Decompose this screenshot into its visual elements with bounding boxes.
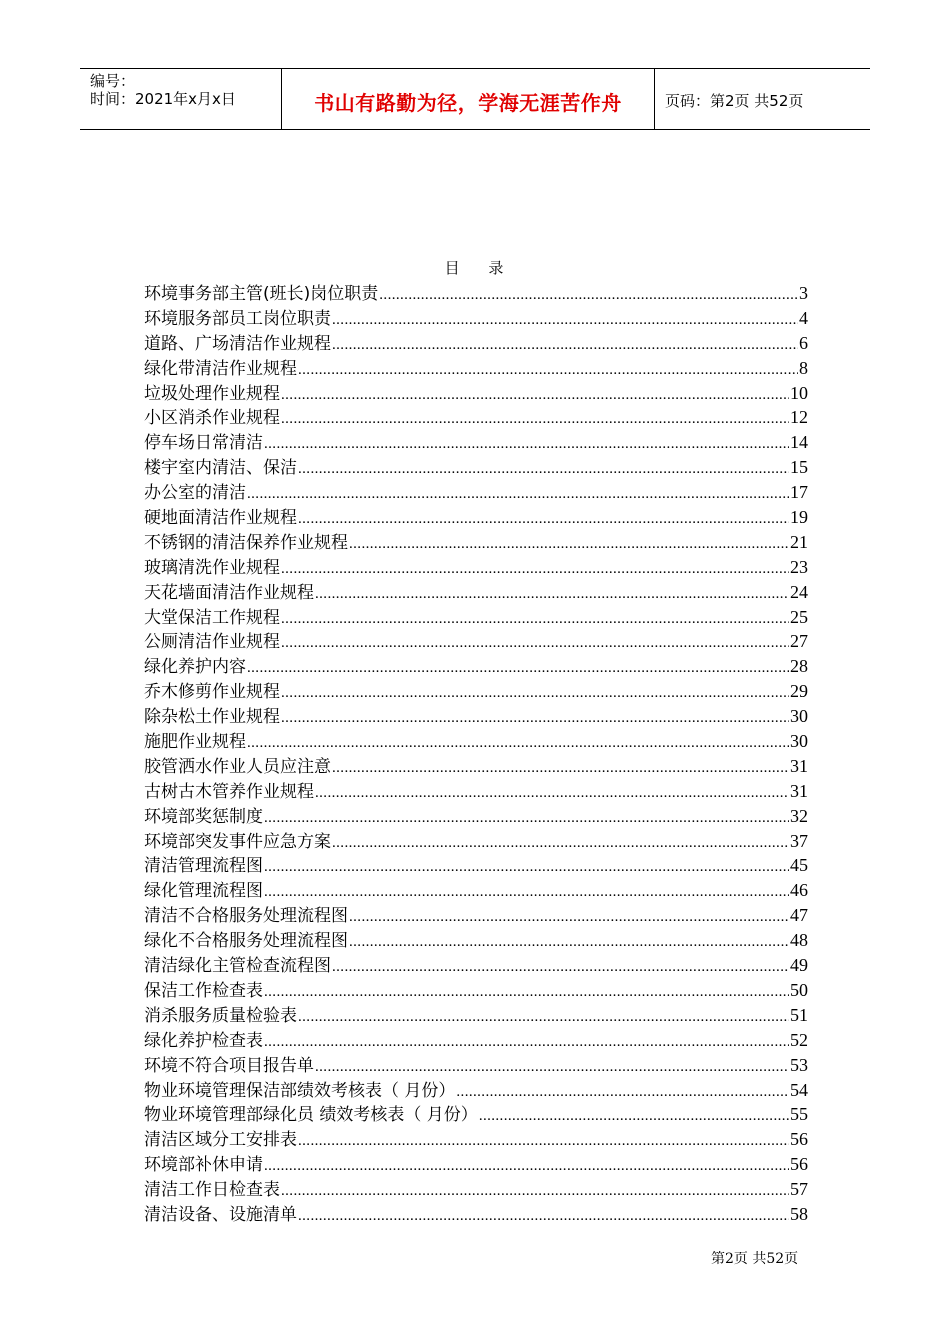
toc-dot-leader (298, 507, 789, 532)
doc-number-label: 编号： (90, 72, 136, 90)
toc-dot-leader (281, 706, 789, 731)
toc-entry[interactable] (144, 1177, 808, 1202)
toc-entry-page: 37 (790, 830, 808, 851)
toc-entry[interactable] (144, 654, 808, 679)
table-of-contents (144, 281, 808, 1227)
toc-entry-title: 保洁工作检查表 (144, 980, 263, 1001)
toc-entry[interactable] (144, 1003, 808, 1028)
toc-entry[interactable] (144, 381, 808, 406)
toc-entry-page: 32 (790, 805, 808, 826)
toc-entry[interactable] (144, 829, 808, 854)
toc-entry-title: 清洁设备、设施清单 (144, 1204, 297, 1225)
toc-entry-page: 10 (790, 382, 808, 403)
toc-entry[interactable] (144, 978, 808, 1003)
toc-dot-leader (298, 358, 798, 383)
toc-entry-title: 垃圾处理作业规程 (144, 383, 280, 404)
toc-dot-leader (315, 1055, 789, 1080)
toc-entry[interactable] (144, 903, 808, 928)
toc-entry-title: 清洁工作日检查表 (144, 1180, 280, 1201)
toc-entry-page: 6 (799, 332, 808, 353)
toc-entry-page: 50 (790, 979, 808, 1000)
toc-entry[interactable] (144, 1028, 808, 1053)
toc-entry-page: 3 (799, 283, 808, 303)
toc-entry-title: 楼宇室内清洁、保洁 (144, 458, 297, 479)
toc-entry-title: 除杂松土作业规程 (144, 707, 280, 728)
toc-entry-page: 55 (790, 1104, 808, 1125)
toc-entry-page: 31 (790, 755, 808, 776)
toc-entry-title: 硬地面清洁作业规程 (144, 508, 297, 529)
toc-entry-page: 15 (790, 457, 808, 478)
toc-entry-page: 46 (790, 880, 808, 901)
toc-entry[interactable] (144, 306, 808, 331)
toc-entry-page: 58 (790, 1203, 808, 1224)
motto-text: 书山有路勤为径，学海无涯苦作舟 (314, 91, 622, 115)
toc-entry[interactable] (144, 629, 808, 654)
toc-entry[interactable] (144, 455, 808, 480)
toc-entry-title: 公厕清洁作业规程 (144, 632, 280, 653)
toc-dot-leader (479, 1104, 789, 1129)
toc-dot-leader (456, 1080, 789, 1105)
header-page-cell (655, 69, 870, 129)
toc-dot-leader (281, 407, 789, 432)
toc-entry-page: 31 (790, 780, 808, 801)
toc-dot-leader (298, 457, 789, 482)
toc-entry-page: 25 (790, 606, 808, 627)
toc-entry-page: 48 (790, 930, 808, 951)
toc-entry-title: 古树古木管养作业规程 (144, 781, 314, 802)
toc-dot-leader (247, 731, 789, 756)
toc-entry-page: 49 (790, 955, 808, 976)
toc-entry-page: 28 (790, 656, 808, 677)
toc-entry[interactable] (144, 704, 808, 729)
page-header (80, 68, 870, 130)
toc-entry-page: 57 (790, 1179, 808, 1200)
toc-dot-leader (264, 880, 789, 905)
toc-entry[interactable] (144, 580, 808, 605)
toc-entry-page: 30 (790, 706, 808, 727)
toc-entry-title: 清洁管理流程图 (144, 856, 263, 877)
toc-dot-leader (298, 1129, 789, 1154)
toc-entry[interactable] (144, 1152, 808, 1177)
toc-entry[interactable] (144, 331, 808, 356)
toc-entry-page: 24 (790, 581, 808, 602)
toc-title: 目 录 (444, 259, 516, 277)
toc-entry-page: 8 (799, 357, 808, 378)
toc-entry-page: 29 (790, 681, 808, 702)
toc-dot-leader (298, 1204, 789, 1229)
toc-dot-leader (247, 656, 789, 681)
toc-entry[interactable] (144, 430, 808, 455)
toc-entry[interactable] (144, 1053, 808, 1078)
toc-entry[interactable] (144, 1127, 808, 1152)
toc-dot-leader (281, 383, 789, 408)
toc-entry-page: 56 (790, 1154, 808, 1175)
toc-entry-page: 47 (790, 905, 808, 926)
toc-entry[interactable] (144, 530, 808, 555)
date-label: 时间：2021年x月x日 (90, 90, 236, 108)
toc-dot-leader (315, 781, 789, 806)
page-footer: 第2页 共52页 (711, 1251, 799, 1267)
toc-entry-title: 环境事务部主管(班长)岗位职责 (144, 284, 379, 304)
toc-entry-title: 清洁不合格服务处理流程图 (144, 906, 348, 927)
toc-dot-leader (332, 955, 789, 980)
toc-entry[interactable] (144, 480, 808, 505)
toc-entry-title: 绿化管理流程图 (144, 881, 263, 902)
toc-entry-page: 12 (790, 407, 808, 428)
toc-entry[interactable] (144, 928, 808, 953)
toc-entry-title: 环境部突发事件应急方案 (144, 831, 331, 852)
toc-entry[interactable] (144, 804, 808, 829)
toc-dot-leader (281, 631, 789, 656)
toc-entry[interactable] (144, 281, 808, 306)
toc-entry-page: 56 (790, 1129, 808, 1150)
toc-entry-title: 环境不符合项目报告单 (144, 1055, 314, 1076)
toc-entry[interactable] (144, 505, 808, 530)
toc-dot-leader (281, 1179, 789, 1204)
toc-entry-title: 清洁区域分工安排表 (144, 1130, 297, 1151)
toc-dot-leader (264, 980, 789, 1005)
header-page-label: 页码：第2页 共52页 (665, 92, 804, 110)
toc-entry-title: 不锈钢的清洁保养作业规程 (144, 532, 348, 553)
toc-entry-title: 玻璃清洗作业规程 (144, 557, 280, 578)
toc-entry-title: 小区消杀作业规程 (144, 408, 280, 429)
toc-dot-leader (247, 482, 789, 507)
toc-entry[interactable] (144, 878, 808, 903)
toc-entry-title: 清洁绿化主管检查流程图 (144, 956, 331, 977)
toc-dot-leader (349, 930, 789, 955)
toc-dot-leader (264, 1154, 789, 1179)
toc-dot-leader (332, 333, 798, 358)
toc-dot-leader (298, 1005, 789, 1030)
toc-entry-page: 30 (790, 731, 808, 752)
toc-entry[interactable] (144, 555, 808, 580)
toc-entry[interactable] (144, 1078, 808, 1103)
toc-entry-title: 环境服务部员工岗位职责 (144, 308, 331, 329)
toc-dot-leader (281, 557, 789, 582)
toc-entry-title: 物业环境管理保洁部绩效考核表（ 月份） (144, 1080, 456, 1101)
toc-entry-page: 51 (790, 1004, 808, 1025)
toc-dot-leader (315, 582, 789, 607)
toc-entry-title: 绿化带清洁作业规程 (144, 358, 297, 379)
toc-entry[interactable] (144, 405, 808, 430)
toc-entry-title: 消杀服务质量检验表 (144, 1005, 297, 1026)
toc-entry-title: 绿化不合格服务处理流程图 (144, 931, 348, 952)
toc-entry[interactable] (144, 779, 808, 804)
toc-entry[interactable] (144, 729, 808, 754)
header-info-cell (80, 69, 282, 129)
toc-entry-page: 21 (790, 531, 808, 552)
toc-dot-leader (332, 308, 798, 333)
toc-entry-title: 乔木修剪作业规程 (144, 682, 280, 703)
toc-dot-leader (349, 905, 789, 930)
toc-entry-title: 道路、广场清洁作业规程 (144, 333, 331, 354)
toc-dot-leader (264, 1030, 789, 1055)
toc-entry-page: 17 (790, 482, 808, 503)
toc-entry-page: 27 (790, 631, 808, 652)
toc-entry-page: 4 (799, 307, 808, 328)
toc-entry-title: 天花墙面清洁作业规程 (144, 582, 314, 603)
toc-dot-leader (264, 432, 789, 457)
toc-entry-page: 19 (790, 507, 808, 528)
toc-entry-title: 停车场日常清洁 (144, 433, 263, 454)
toc-dot-leader (281, 607, 789, 632)
toc-entry-title: 环境部奖惩制度 (144, 806, 263, 827)
toc-entry-title: 绿化养护内容 (144, 657, 246, 678)
toc-dot-leader (332, 756, 789, 781)
toc-entry-title: 大堂保洁工作规程 (144, 607, 280, 628)
toc-entry-title: 物业环境管理部绿化员 绩效考核表（ 月份） (144, 1105, 478, 1126)
toc-entry[interactable] (144, 1102, 808, 1127)
toc-entry-page: 52 (790, 1029, 808, 1050)
toc-dot-leader (264, 855, 789, 880)
toc-dot-leader (332, 831, 789, 856)
toc-entry-page: 54 (790, 1079, 808, 1100)
header-motto-cell (282, 69, 655, 129)
toc-entry-page: 45 (790, 855, 808, 876)
toc-entry-title: 胶管洒水作业人员应注意 (144, 756, 331, 777)
toc-entry[interactable] (144, 679, 808, 704)
toc-dot-leader (264, 806, 789, 831)
toc-dot-leader (281, 681, 789, 706)
toc-dot-leader (349, 532, 789, 557)
toc-entry[interactable] (144, 356, 808, 381)
toc-entry-page: 23 (790, 556, 808, 577)
toc-entry-title: 施肥作业规程 (144, 732, 246, 753)
toc-entry[interactable] (144, 953, 808, 978)
toc-entry-page: 14 (790, 432, 808, 453)
toc-entry-page: 53 (790, 1054, 808, 1075)
toc-entry[interactable] (144, 754, 808, 779)
toc-entry-title: 绿化养护检查表 (144, 1030, 263, 1051)
toc-entry[interactable] (144, 853, 808, 878)
toc-dot-leader (379, 283, 798, 308)
toc-entry-title: 环境部补休申请 (144, 1155, 263, 1176)
toc-entry[interactable] (144, 1202, 808, 1227)
toc-entry[interactable] (144, 605, 808, 630)
toc-entry-title: 办公室的清洁 (144, 483, 246, 504)
